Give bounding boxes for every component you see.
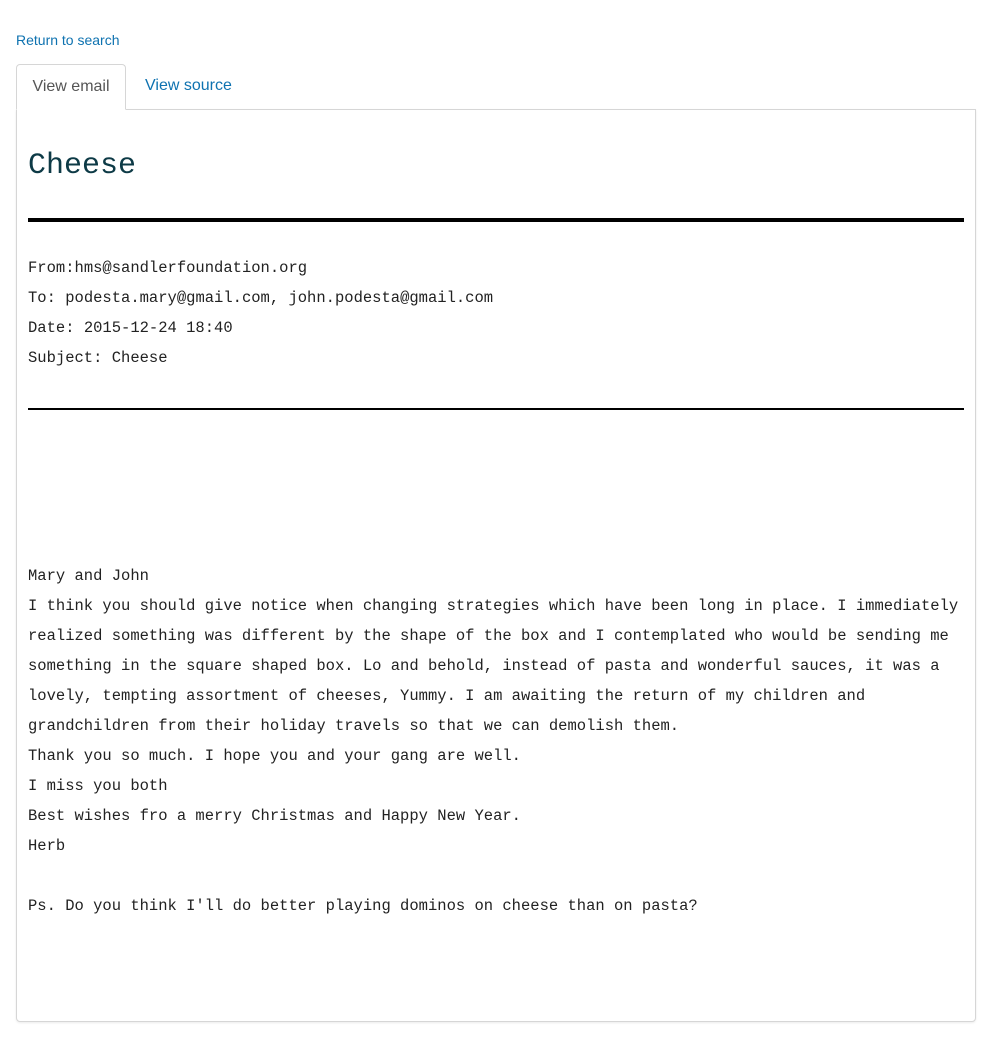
body-miss: I miss you both	[28, 777, 168, 795]
header-divider-thick	[28, 218, 964, 222]
body-wishes: Best wishes fro a merry Christmas and Happy New Year.	[28, 807, 521, 825]
body-ps: Ps. Do you think I'll do better playing dominos on cheese than on pasta?	[28, 897, 698, 915]
to-value: podesta.mary@gmail.com, john.podesta@gmail.com	[65, 289, 494, 307]
email-title: Cheese	[28, 149, 137, 183]
body-paragraph: I think you should give notice when changing strategies which have been long in place. I immediately realized something was different by the shape of the box and I contemplated who would be sending me something in the square shaped box. Lo and behold, instead of pasta and wonderful sauces, it was a lovely, tempting assortment of cheeses, Yummy. I am awaiting the return of my children and grandchildren from their holiday travels so that we can demolish them.	[28, 597, 959, 735]
body-greeting: Mary and John	[28, 567, 149, 585]
date-value: 2015-12-24 18:40	[83, 319, 233, 337]
email-panel	[16, 109, 976, 1022]
tab-view-email[interactable]: View email	[16, 64, 126, 110]
body-signature: Herb	[28, 837, 66, 855]
tab-view-source[interactable]: View source	[145, 77, 232, 94]
tab-bar	[16, 64, 976, 110]
to-label: To:	[28, 289, 66, 307]
header-divider-thin	[28, 408, 964, 410]
subject-value: Cheese	[111, 349, 168, 367]
return-to-search-link[interactable]: Return to search	[16, 32, 120, 48]
body-blank-line	[28, 861, 968, 891]
to-line	[28, 283, 493, 313]
date-line	[28, 313, 493, 343]
subject-label: Subject:	[28, 349, 112, 367]
from-line	[28, 253, 493, 283]
email-headers	[28, 253, 493, 373]
email-body	[28, 561, 968, 921]
subject-line	[28, 343, 493, 373]
from-value: hms@sandlerfoundation.org	[74, 259, 308, 277]
date-label: Date:	[28, 319, 84, 337]
body-thanks: Thank you so much. I hope you and your gang are well.	[28, 747, 521, 765]
from-label: From:	[28, 259, 75, 277]
